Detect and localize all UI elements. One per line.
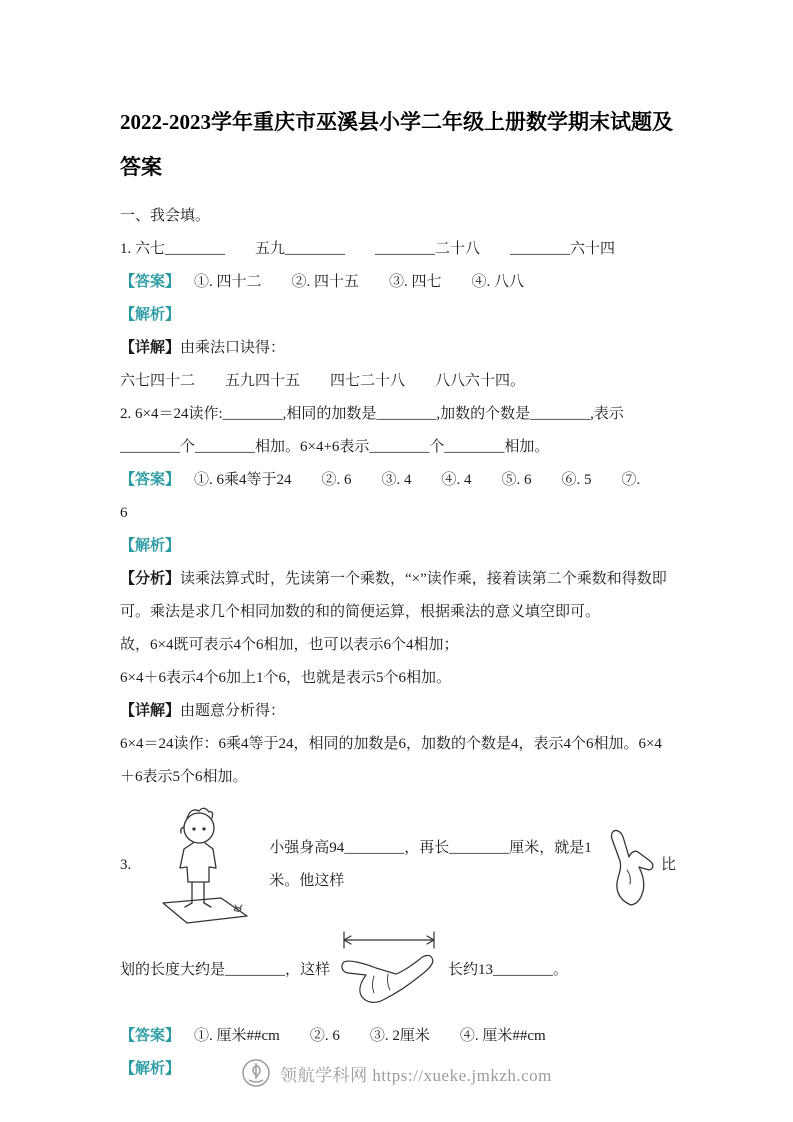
answer-2-text: ①. 6乘4等于24 ②. 6 ③. 4 ④. 4 ⑤. 6 ⑥. 5 ⑦.: [194, 472, 641, 488]
multiplication-facts-line: 六七四十二 五九四十五 四七二十八 八八六十四。: [120, 373, 526, 389]
answer-3-text: ①. 厘米##cm ②. 6 ③. 2厘米 ④. 厘米##cm: [194, 1028, 546, 1044]
question-2-line: 2. 6×4＝24读作:________,相同的加数是________,加数的个数是________,表示________个________相加。6×4+6表示________个________相加。: [120, 406, 624, 455]
question-3-row-1: [120, 802, 676, 928]
detail-label: 【详解】: [120, 703, 181, 719]
deduction-line-1: 故，6×4既可表示4个6相加，也可以表示6个4相加；: [120, 637, 459, 653]
deduction-line-2: 6×4＋6表示4个6加上1个6，也就是表示5个6相加。: [120, 670, 451, 686]
detail-1-line: [120, 332, 676, 365]
answer-1-line: [120, 266, 676, 299]
answer-label: 【答案】: [120, 1028, 181, 1044]
answer-label: 【答案】: [120, 274, 181, 290]
answer-2-overflow-line: 6: [120, 505, 128, 521]
detail-2-line: [120, 695, 676, 728]
question-3-text-3: 划的长度大约是________，这样: [120, 961, 331, 978]
child-illustration-svg: [147, 802, 263, 928]
question-3-text-2: 比: [660, 856, 676, 873]
detail-1-text: 由乘法口诀得：: [180, 340, 286, 356]
hand-span-arrow-svg: [336, 930, 442, 1010]
hand-span-arrow-illustration: [336, 930, 442, 1010]
answer-3-line: [120, 1020, 676, 1053]
answer-1-text: ①. 四十二 ②. 四十五 ③. 四七 ④. 八八: [194, 274, 525, 290]
child-illustration: [147, 802, 263, 928]
site-logo-icon: [241, 1058, 271, 1088]
answer-2-line: [120, 464, 676, 497]
analysis-label: 【解析】: [120, 1061, 181, 1077]
detail-2-text: 6×4＝24读作：6乘4等于24，相同的加数是6，加数的个数是4，表示4个6相加。6×4＋6表示5个6相加。: [120, 736, 662, 785]
site-logo-svg: [241, 1058, 271, 1088]
analysis-2-paragraph: [120, 563, 676, 629]
analysis-label: 【解析】: [120, 538, 181, 554]
footer: [0, 1058, 793, 1088]
question-3-number: 3.: [120, 856, 132, 873]
answer-label: 【答案】: [120, 472, 181, 488]
question-3-text-1: 小强身高94________，再长________厘米，就是1米。他这样: [269, 840, 592, 889]
analysis-2-line: [120, 530, 676, 563]
question-3-text-4: 长约13________。: [448, 961, 569, 978]
question-3-row-2: [120, 930, 676, 1010]
footer-link[interactable]: 领航学科网 https://xueke.jmkzh.com: [280, 1065, 552, 1085]
analysis-2-text: 读乘法算式时，先读第一个乘数，“×”读作乘，接着读第二个乘数和得数即可。乘法是求几个相同加数的和的简便运算，根据乘法的意义填空即可。: [120, 571, 667, 620]
doc-title: 2022-2023学年重庆市巫溪县小学二年级上册数学期末试题及答案: [120, 110, 673, 179]
hand-gesture-icon: [601, 823, 657, 907]
analysis-1-line: [120, 299, 676, 332]
detail-2-intro: 由题意分析得：: [180, 703, 286, 719]
section-heading: 一、我会填。: [120, 208, 211, 224]
question-1-line: 1. 六七________ 五九________ ________二十八 ________六十四: [120, 241, 616, 257]
detail-label: 【详解】: [120, 340, 181, 356]
analyze-label: 【分析】: [120, 571, 181, 587]
hand-gesture-svg: [601, 823, 657, 907]
analysis-label: 【解析】: [120, 307, 181, 323]
